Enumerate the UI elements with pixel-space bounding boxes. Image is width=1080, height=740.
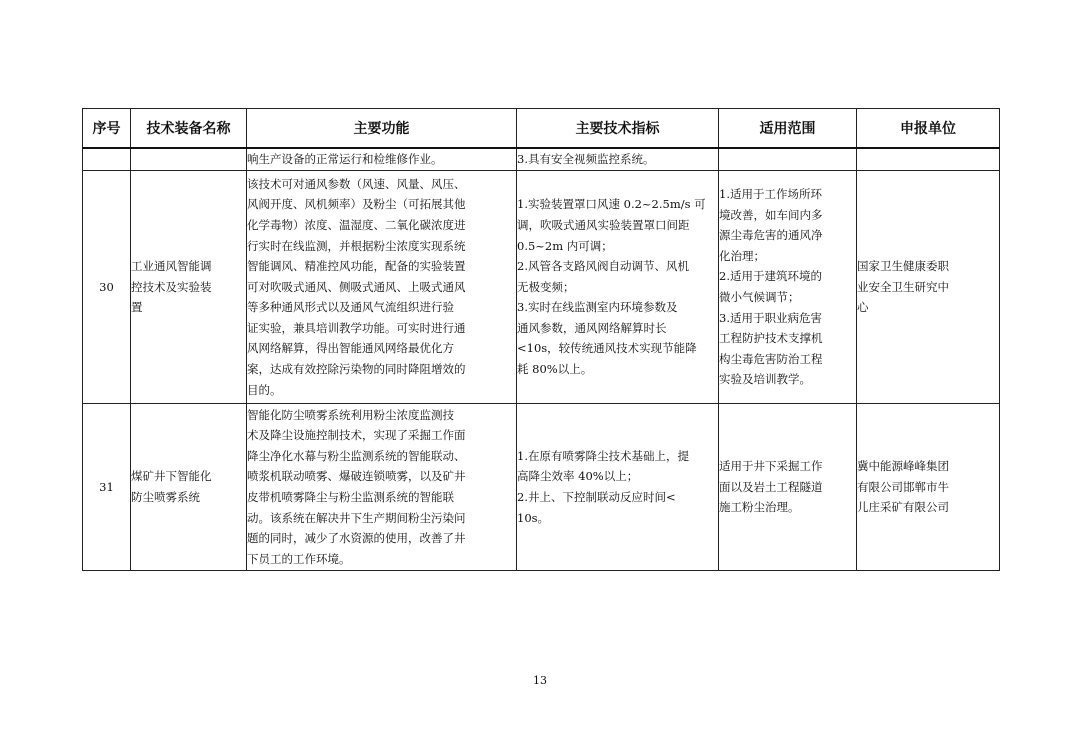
- row-index: 31: [83, 404, 131, 571]
- cell-line: 喷浆机联动喷雾、爆破连锁喷雾，以及矿井: [247, 469, 466, 484]
- cell-line: 动。该系统在解决井下生产期间粉尘污染问: [247, 510, 466, 525]
- row-scope: [719, 148, 857, 171]
- cell-line: 儿庄采矿有限公司: [857, 500, 949, 515]
- row-applicant: [857, 171, 1000, 404]
- cell-line: 国家卫生健康委职: [857, 259, 949, 274]
- cell-line: 煤矿井下智能化: [131, 469, 212, 484]
- row-scope: [719, 171, 857, 404]
- cell-line: 1.实验装置罩口风速 0.2~2.5m/s 可: [517, 197, 706, 212]
- cell-line: 控技术及实验装: [131, 279, 212, 294]
- cell-line: 风网络解算，得出智能通风网络最优化方: [247, 341, 454, 356]
- cell-line: 目的。: [247, 382, 282, 397]
- row-main-function: [247, 404, 517, 571]
- cell-line: 该技术可对通风参数（风速、风量、风压、: [247, 176, 466, 191]
- cell-line: 工业通风智能调: [131, 259, 212, 274]
- cell-line: 置: [131, 300, 143, 315]
- cell-line: 冀中能源峰峰集团: [857, 459, 949, 474]
- table-row: [83, 171, 1000, 404]
- cell-line: 化学毒物）浓度、温湿度、二氧化碳浓度进: [247, 217, 466, 232]
- table-row: [83, 148, 1000, 171]
- cell-line: 源尘毒危害的通风净: [719, 228, 823, 243]
- cell-line: 2.适用于建筑环境的: [719, 269, 822, 284]
- table-row: [83, 404, 1000, 571]
- cell-line: 智能调风、精准控风功能，配备的实验装置: [247, 259, 466, 274]
- cell-line: 可对吹吸式通风、侧吸式通风、上吸式通风: [247, 279, 466, 294]
- cell-line: 实验及培训教学。: [719, 372, 811, 387]
- cell-line: 3.实时在线监测室内环境参数及: [517, 300, 678, 315]
- cell-line: 调，吹吸式通风实验装置罩口间距: [517, 217, 690, 232]
- row-main-specs: [517, 404, 719, 571]
- row-equipment-name: [131, 148, 247, 171]
- cell-line: 有限公司邯郸市牛: [857, 479, 949, 494]
- row-index: [83, 148, 131, 171]
- header-applicant: 申报单位: [857, 109, 1000, 149]
- cell-line: 构尘毒危害防治工程: [719, 351, 823, 366]
- cell-line: 风阀开度、风机频率）及粉尘（可拓展其他: [247, 197, 466, 212]
- row-index: 30: [83, 171, 131, 404]
- cell-line: 通风参数，通风网络解算时长: [517, 320, 667, 335]
- row-applicant: [857, 148, 1000, 171]
- cell-line: 1.适用于工作场所环: [719, 187, 822, 202]
- row-main-function: [247, 171, 517, 404]
- row-main-function: [247, 148, 517, 171]
- row-main-specs: [517, 148, 719, 171]
- cell-line: 面以及岩土工程隧道: [719, 479, 823, 494]
- row-scope: [719, 404, 857, 571]
- cell-line: 1.在原有喷雾降尘技术基础上，提: [517, 448, 689, 463]
- table-header-row: [83, 109, 1000, 149]
- cell-line: 10s。: [517, 510, 550, 525]
- cell-line: 境改善，如车间内多: [719, 207, 823, 222]
- cell-line: 证实验，兼具培训教学功能。可实时进行通: [247, 320, 466, 335]
- cell-line: <10s，较传统通风技术实现节能降: [517, 341, 697, 356]
- row-main-specs: [517, 171, 719, 404]
- cell-line: 无极变频；: [517, 279, 575, 294]
- cell-line: 2.风管各支路风阀自动调节、风机: [517, 259, 689, 274]
- cell-line: 降尘净化水幕与粉尘监测系统的智能联动、: [247, 448, 466, 463]
- header-index: 序号: [83, 109, 131, 149]
- cell-line: 耗 80%以上。: [517, 362, 593, 377]
- cell-line: 防尘喷雾系统: [131, 490, 200, 504]
- cell-line: 3.具有安全视频监控系统。: [517, 152, 655, 167]
- row-applicant: [857, 404, 1000, 571]
- header-scope: 适用范围: [719, 109, 857, 149]
- equipment-table: [82, 108, 1000, 571]
- cell-line: 术及降尘设施控制技术，实现了采掘工作面: [247, 428, 466, 443]
- cell-line: 智能化防尘喷雾系统利用粉尘浓度监测技: [247, 407, 454, 422]
- cell-line: 0.5~2m 内可调；: [517, 238, 613, 253]
- cell-line: 2.井上、下控制联动反应时间<: [517, 490, 676, 504]
- cell-line: 微小气候调节；: [719, 290, 800, 304]
- row-equipment-name: [131, 404, 247, 571]
- page-number: 13: [533, 674, 547, 687]
- cell-line: 施工粉尘治理。: [719, 500, 800, 515]
- cell-line: 化治理；: [719, 248, 765, 263]
- cell-line: 适用于井下采掘工作: [719, 459, 823, 474]
- cell-line: 心: [857, 300, 869, 315]
- cell-line: 工程防护技术支撑机: [719, 331, 823, 346]
- cell-line: 行实时在线监测，并根据粉尘浓度实现系统: [247, 238, 466, 253]
- cell-line: 3.适用于职业病危害: [719, 310, 822, 325]
- cell-line: 等多种通风形式以及通风气流组织进行验: [247, 300, 454, 315]
- cell-line: 案，达成有效控除污染物的同时降阻增效的: [247, 362, 466, 377]
- row-equipment-name: [131, 171, 247, 404]
- cell-line: 业安全卫生研究中: [857, 279, 949, 294]
- cell-line: 下员工的工作环境。: [247, 551, 351, 566]
- header-main-function: 主要功能: [247, 109, 517, 149]
- cell-line: 响生产设备的正常运行和检维修作业。: [247, 152, 443, 167]
- header-main-specs: 主要技术指标: [517, 109, 719, 149]
- header-equipment-name: 技术装备名称: [131, 109, 247, 149]
- cell-line: 高降尘效率 40%以上；: [517, 469, 639, 484]
- cell-line: 题的同时，减少了水资源的使用，改善了井: [247, 531, 466, 546]
- cell-line: 皮带机喷雾降尘与粉尘监测系统的智能联: [247, 490, 454, 504]
